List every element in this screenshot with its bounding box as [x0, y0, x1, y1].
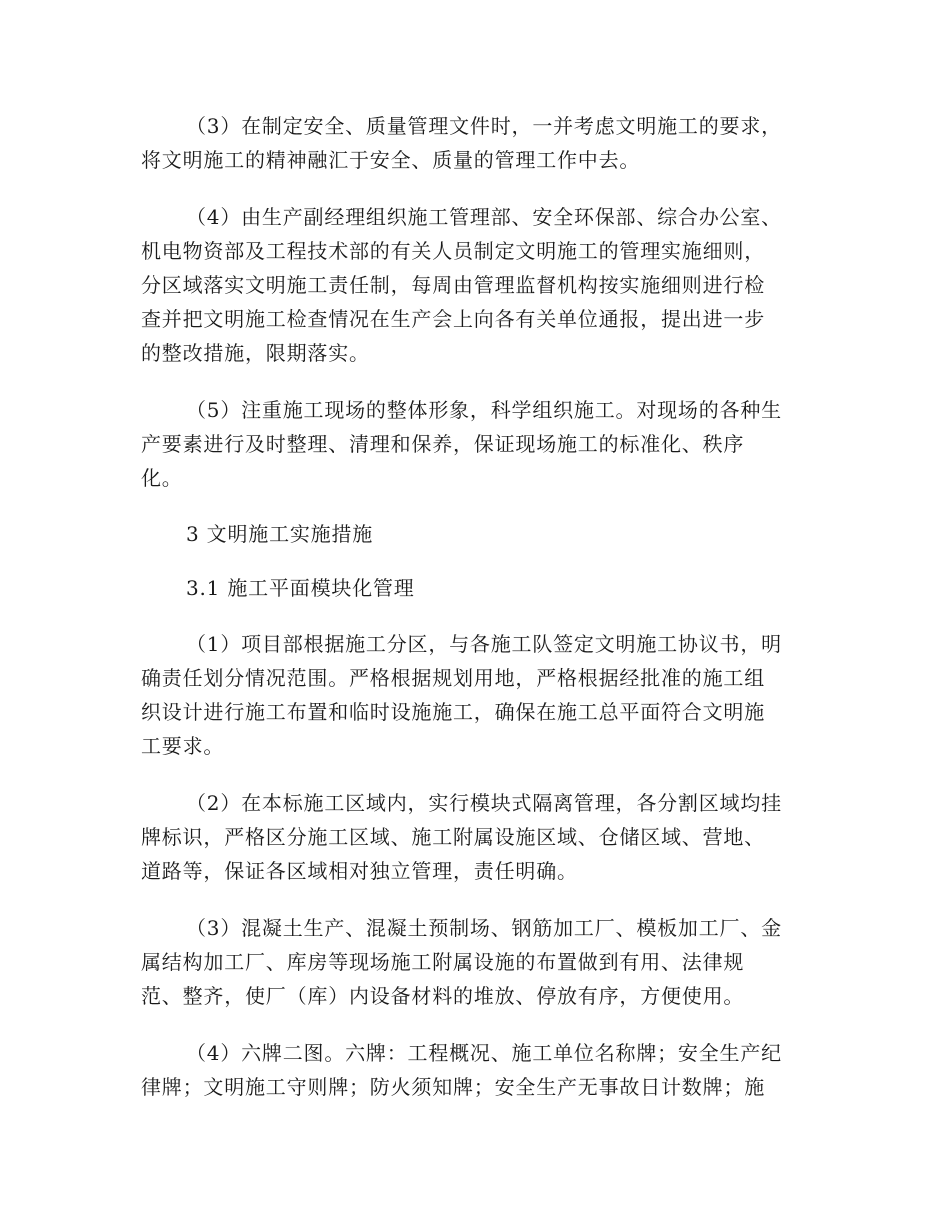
subsection-heading: 3.1 施工平面模块化管理: [186, 576, 415, 600]
text-line: 机电物资部及工程技术部的有关人员制定文明施工的管理实施细则，: [141, 239, 765, 263]
text-line: 查并把文明施工检查情况在生产会上向各有关单位通报，提出进一步: [141, 307, 765, 331]
text-line: 化。: [141, 466, 183, 490]
text-line: （1）项目部根据施工分区，与各施工队签定文明施工协议书，明: [186, 632, 782, 656]
text-line: 确责任划分情况范围。严格根据规划用地，严格根据经批准的施工组: [141, 666, 765, 690]
section-heading: 3 文明施工实施措施: [186, 522, 374, 546]
text-line: 律牌；文明施工守则牌；防火须知牌；安全生产无事故日计数牌；施: [141, 1075, 765, 1099]
text-line: （5）注重施工现场的整体形象，科学组织施工。对现场的各种生: [186, 398, 782, 422]
text-line: （2）在本标施工区域内，实行模块式隔离管理，各分割区域均挂: [186, 791, 782, 815]
text-line: 道路等，保证各区域相对独立管理，责任明确。: [141, 859, 578, 883]
text-line: 工要求。: [141, 734, 225, 758]
text-line: 分区域落实文明施工责任制，每周由管理监督机构按实施细则进行检: [141, 273, 765, 297]
text-line: （3）在制定安全、质量管理文件时，一并考虑文明施工的要求，: [186, 114, 782, 138]
text-line: 将文明施工的精神融汇于安全、质量的管理工作中去。: [141, 148, 641, 172]
text-line: （4）由生产副经理组织施工管理部、安全环保部、综合办公室、: [186, 205, 782, 229]
text-line: 的整改措施，限期落实。: [141, 341, 370, 365]
text-line: （4）六牌二图。六牌：工程概况、施工单位名称牌；安全生产纪: [186, 1041, 782, 1065]
text-line: 产要素进行及时整理、清理和保养，保证现场施工的标准化、秩序: [141, 432, 745, 456]
text-line: （3）混凝土生产、混凝土预制场、钢筋加工厂、模板加工厂、金: [186, 916, 782, 940]
text-line: 属结构加工厂、库房等现场施工附属设施的布置做到有用、法律规: [141, 950, 745, 974]
text-line: 牌标识，严格区分施工区域、施工附属设施区域、仓储区域、营地、: [141, 825, 765, 849]
text-line: 织设计进行施工布置和临时设施施工，确保在施工总平面符合文明施: [141, 700, 765, 724]
text-line: 范、整齐，使厂（库）内设备材料的堆放、停放有序，方便使用。: [141, 984, 745, 1008]
